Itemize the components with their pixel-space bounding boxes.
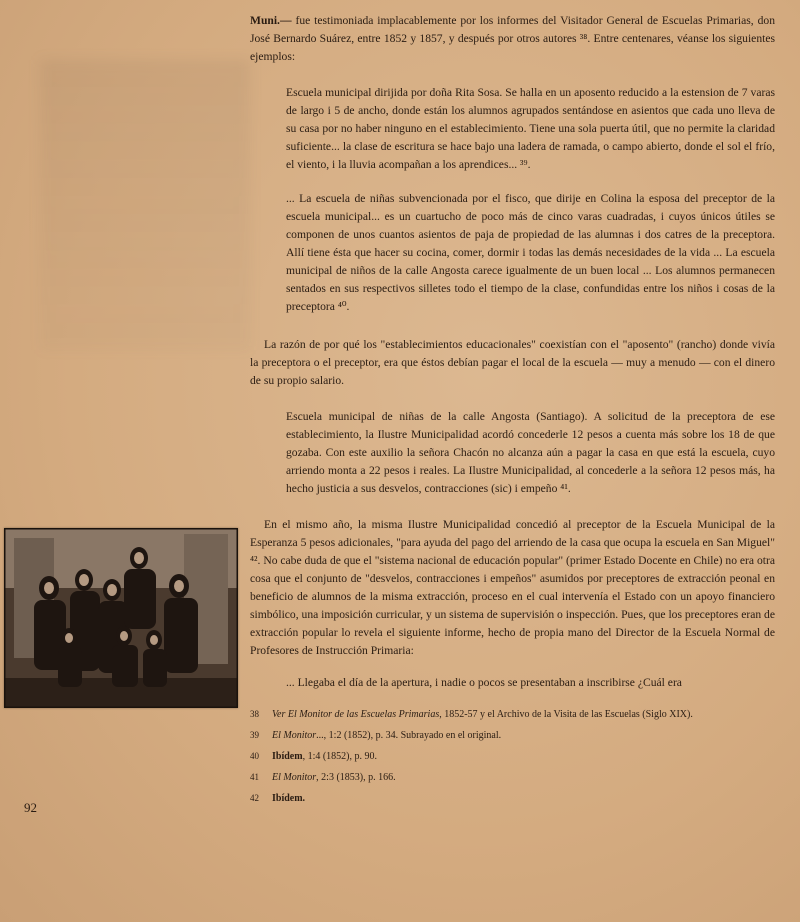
- footnote: [250, 725, 775, 746]
- footnote-source: Ibídem: [272, 751, 303, 762]
- paragraph: La razón de por qué los "establecimientos educacionales" coexistían con el "aposento" (rancho) donde vivía la preceptora o el preceptor, era que éstos debían pagar el local de la escuela — muy a menudo — con el dinero de su propio salario.: [250, 338, 775, 387]
- footnote-source: Ibídem.: [272, 793, 306, 804]
- footnote-text: , 2:3 (1853), p. 166.: [316, 772, 396, 783]
- footnote-text: , 1:4 (1852), p. 90.: [302, 751, 378, 762]
- footnote-source: Ver El Monitor de las Escuelas Primarias: [272, 709, 440, 720]
- footnote: [250, 767, 775, 788]
- page-number: 92: [24, 800, 37, 815]
- group-portrait-icon: [4, 528, 238, 708]
- footnote: [250, 788, 775, 809]
- footnote-number: 42: [250, 793, 259, 803]
- footnote-source: El Monitor: [272, 772, 317, 783]
- footnotes: [250, 704, 775, 809]
- footnote: [250, 746, 775, 767]
- footnote-number: 40: [250, 751, 259, 761]
- footnote-text: , 1852-57 y el Archivo de la Visita de las Escuelas (Siglo XIX).: [439, 709, 693, 720]
- paragraph: [250, 12, 775, 66]
- footnote-number: 38: [250, 709, 259, 719]
- footnote: [250, 704, 775, 725]
- footnote-number: 39: [250, 730, 259, 740]
- paragraph: En el mismo año, la misma Ilustre Municipalidad concedió al preceptor de la Escuela Municipal de la Esperanza 5 pesos adicionales, "para ayuda del pago del arriendo de la casa que ocupa la escuela en San Miguel" ⁴². No cabe duda de que el "sistema nacional de educación popular" (primer Estado Docente en Chile) no era otra cosa que el conjunto de "desvelos, contracciones i empeños" asumidos por preceptores de extracción peonal en beneficio de alumnos de la misma extracción, proceso en el cual intervenía el Estado con un apoyo financiero simbólico, una imposición curricular, y un sistema de supervisión o inspección. Pues, que los preceptores eran de extracción popular lo revela el siguiente informe, hecho de propia mano del Director de la Escuela Normal de Profesores de Instrucción Primaria:: [250, 518, 775, 657]
- bleed-through-shadow: [40, 60, 250, 350]
- paragraph-lead: Muni.—: [250, 14, 292, 27]
- footnote-text: ..., 1:2 (1852), p. 34. Subrayado en el original.: [316, 730, 502, 741]
- block-quote: Escuela municipal de niñas de la calle Angosta (Santiago). A solicitud de la preceptora de ese establecimiento, la Ilustre Municipalidad acordó concederle 12 pesos a cuenta más sobre los 18 de que gozaba. Con este auxilio la señora Chacón no alcanza aún a pagar la casa en que está la escuela, cuyo arriendo monta a 22 pesos i reales. La Ilustre Municipalidad, al concederle a la señora 12 pesos más, ha hecho justicia a sus desvelos, contracciones (sic) i empeño ⁴¹.: [286, 410, 775, 495]
- footnote-number: 41: [250, 772, 259, 782]
- block-quote: ... La escuela de niñas subvencionada por el fisco, que dirije en Colina la esposa del preceptor de la escuela municipal... es un cuartucho de poco más de cinco varas cuadradas, i cuyos únicos útiles se componen de unos cuantos asientos de paja de propiedad de las alumnas i dos catres de la preceptora. Allí tiene ésta que hacer su cocina, comer, dormir i todas las demás necesidades de la vida ... La escuela municipal de niños de la calle Angosta carece igualmente de un buen local ... Los alumnos permanecen sentados en sus respectivos silletes todo el tiempo de la clase, confundidas entre los niños i cosas de la preceptora ⁴⁰.: [286, 192, 775, 313]
- footnote-source: El Monitor: [272, 730, 317, 741]
- text-column: [250, 12, 775, 809]
- block-quote: Escuela municipal dirijida por doña Rita Sosa. Se halla en un aposento reducido a la estension de 7 varas de largo i 5 de ancho, donde están los alumnos agrupados sentándose en asientos que cada uno lleva de su casa por no haber ninguno en el establecimiento. Tiene una sola puerta útil, que no permite la claridad suficiente... la clase de escritura se hace bajo una ladera de ramada, o campo abierto, donde el sol el frío, el viento, i la lluvia acompañan a los aprendices... ³⁹.: [286, 86, 775, 171]
- historical-photo: [4, 528, 238, 708]
- paragraph-text: fue testimoniada implacablemente por los informes del Visitador General de Escuelas Primarias, don José Bernardo Suárez, entre 1852 y 1857, y después por otros autores ³⁸. Entre centenares, véanse los siguientes ejemplos:: [250, 14, 775, 63]
- block-quote: ... Llegaba el día de la apertura, i nadie o pocos se presentaban a inscribirse ¿Cuál era: [286, 676, 682, 689]
